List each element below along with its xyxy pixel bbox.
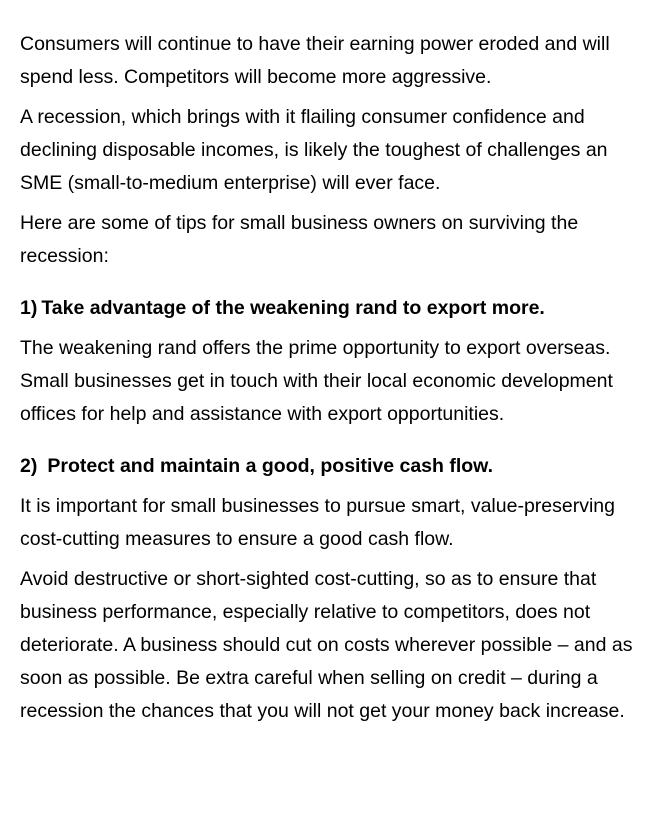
section-number: 1) xyxy=(20,297,38,319)
cost-cutting-paragraph: Avoid destructive or short-sighted cost-cutting, so as to ensure that business performance, especially relative to competitors, does not deteriorate. A business should cut on costs wherever possible – and as soon as possible. Be extra careful when selling on credit – during a recession the chances that you will not get your money back increase. xyxy=(20,568,633,722)
section-heading-text: Take advantage of the weakening rand to export more. xyxy=(41,297,545,319)
section-heading-cash-flow xyxy=(20,450,635,483)
export-paragraph: The weakening rand offers the prime opportunity to export overseas. Small businesses get in touch with their local economic development offices for help and assistance with export opportunities. xyxy=(20,337,613,425)
intro-paragraph-recession: A recession, which brings with it flailing consumer confidence and declining disposable incomes, is likely the toughest of challenges an SME (small-to-medium enterprise) will ever face. xyxy=(20,106,608,194)
section-number: 2) xyxy=(20,455,38,477)
document-page xyxy=(20,28,635,735)
section-heading-text: Protect and maintain a good, positive cash flow. xyxy=(47,455,494,477)
intro-paragraph-consumers: Consumers will continue to have their earning power eroded and will spend less. Competitors will become more aggressive. xyxy=(20,33,610,88)
intro-paragraph-tips: Here are some of tips for small business owners on surviving the recession: xyxy=(20,212,579,267)
section-heading-export xyxy=(20,292,635,325)
cash-flow-paragraph: It is important for small businesses to pursue smart, value-preserving cost-cutting measures to ensure a good cash flow. xyxy=(20,495,615,550)
